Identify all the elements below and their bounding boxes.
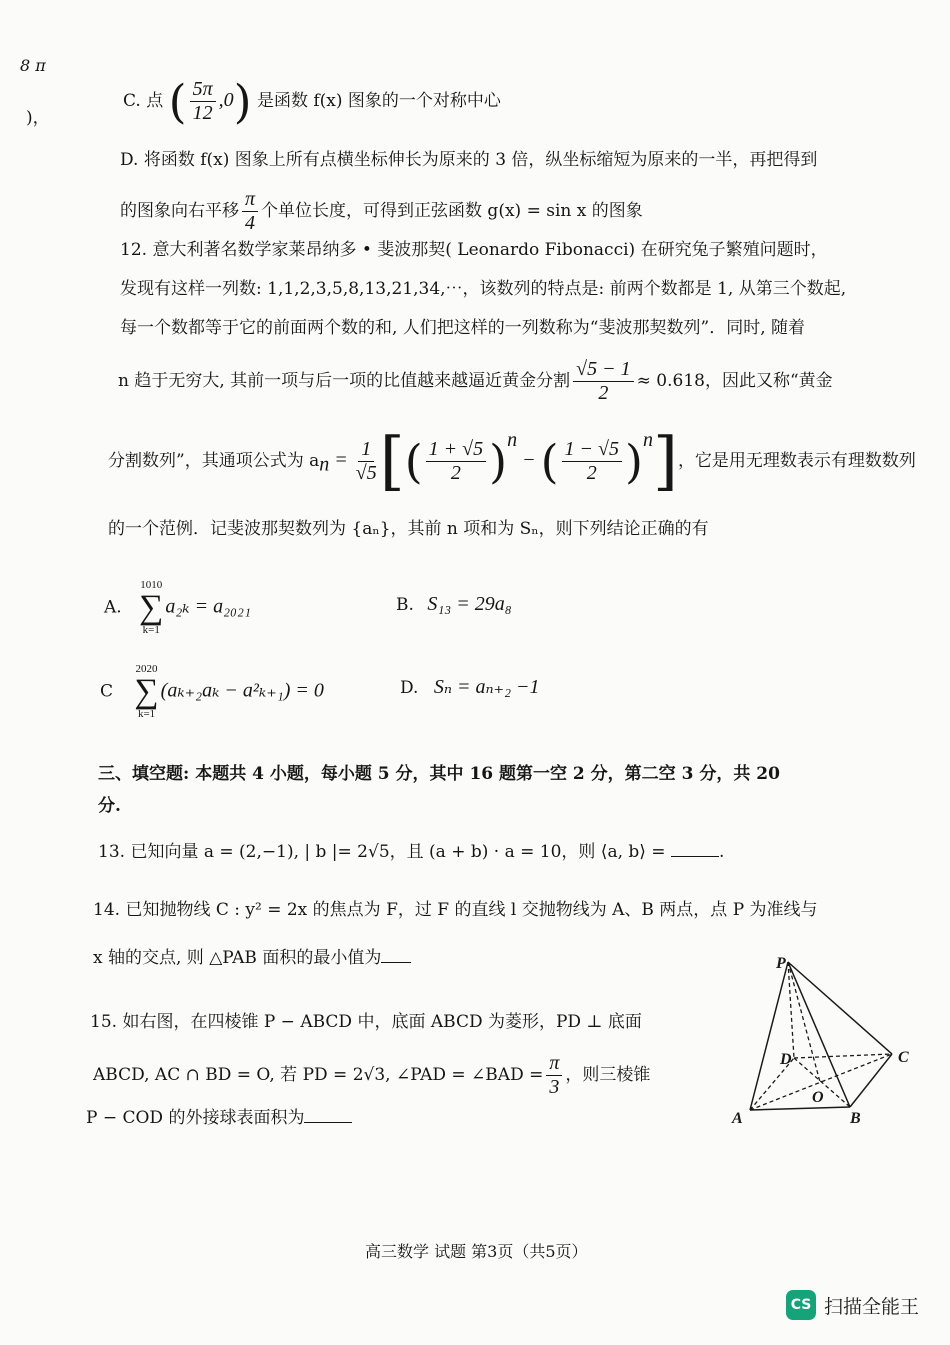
frac-den: 12 [192,102,213,124]
option-d-expr: Sₙ = aₙ₊₂ −1 [433,676,540,698]
q11-c-text-pre: 点 [146,91,164,111]
summation [139,580,163,636]
q11-option-d-line2 [120,188,643,235]
q14-line1: 14. 已知抛物线 C : y² = 2x 的焦点为 F，过 F 的直线 l 交抛物线为 A、B 两点，点 P 为准线与 [93,900,818,920]
q12-option-a [104,580,251,636]
q11-d-line2-post: 个单位长度，可得到正弦函数 g(x) = sin x 的图象 [261,201,643,221]
q11-d-line2-pre: 的图象向右平移 [120,201,239,221]
paren-close: ) [233,74,252,129]
frac-den: √5 [355,462,377,484]
paren-open: ( [404,434,423,489]
option-a-label: A. [104,597,122,618]
paren-open: ( [168,74,187,129]
frac-den: 2 [598,382,609,404]
label-A: A [732,1110,743,1127]
q11-option-d-line1 [120,150,817,170]
paren-close: ) [625,434,643,489]
q12-line4-post: ≈ 0.618，因此又称“黄金 [636,371,833,391]
bracket-open: [ [379,424,405,499]
q15-line3 [86,1108,352,1128]
q15-line1: 15. 如右图，在四棱锥 P − ABCD 中，底面 ABCD 为菱形，PD ⊥ 底面 [90,1012,642,1032]
edge-PC [788,962,892,1054]
q13-text: 13. 已知向量 a = (2,−1), | b |= 2√5，且 (a + b) · a = 10，则 ⟨a, b⟩ = [98,842,666,862]
q11-d-label: D. [120,150,139,170]
exp-n: n [507,429,518,451]
frac-den: 2 [586,462,597,484]
cs-logo-icon: CS [786,1290,816,1320]
sum-upper: 2020 [135,663,158,675]
q12-line1: 12. 意大利著名数学家莱昂纳多 • 斐波那契( Leonardo Fibonacci) 在研究兔子繁殖问题时， [120,240,828,260]
summation [134,664,158,720]
q12-line6: 的一个范例．记斐波那契数列为 {aₙ}，其前 n 项和为 Sₙ，则下列结论正确的有 [108,519,709,539]
frac-den: 3 [549,1076,560,1098]
q12-line2: 发现有这样一列数: 1,1,2,3,5,8,13,21,34,⋯，该数列的特点是: 前两个数都是 1, 从第三个数起, [120,279,847,299]
answer-blank [381,962,411,963]
frac-num: √5 − 1 [573,358,633,382]
sigma-symbol: ∑ [139,589,164,626]
sigma-symbol: ∑ [134,673,159,710]
minus-sign: − [517,449,541,471]
q14-line2 [93,948,411,968]
q15-fraction [546,1052,562,1099]
edge-PD [788,962,794,1058]
q13-tail: . [718,842,725,862]
sum-lower: k=1 [137,708,156,720]
golden-ratio-fraction [573,358,633,405]
edge-fragment-left: )， [26,108,50,128]
label-O: O [812,1089,824,1106]
pyramid-figure [720,950,920,1130]
frac-num: π [242,188,258,212]
q11-option-c [123,74,501,129]
q15-line3-text: P − COD 的外接球表面积为 [86,1108,305,1128]
label-D: D [780,1051,792,1068]
q12-line5-pre: 分割数列”，其通项公式为 a [108,451,320,471]
option-b-label: B. [396,595,414,615]
q11-c-text-post: 是函数 f(x) 图象的一个对称中心 [256,91,501,111]
option-d-label: D. [400,678,419,698]
option-b-expr: S₁₃ = 29a₈ [427,593,512,615]
frac-den: 2 [450,462,461,484]
edge-DC [794,1054,892,1058]
q14-line2-text: x 轴的交点, 则 △PAB 面积的最小值为 [93,948,382,968]
frac-num: 1 − √5 [562,438,622,462]
watermark-text: 扫描全能王 [824,1295,920,1318]
frac-num: 1 + √5 [426,438,486,462]
q11-c-point-tail: ,0 [218,89,234,111]
frac-den: 4 [245,212,256,234]
edge-PB [788,962,850,1107]
formula-coefficient [356,438,377,485]
scanner-watermark [786,1290,919,1320]
answer-blank [671,856,719,857]
q12-line5-eq: = [329,449,353,471]
sum-lower: k=1 [142,624,160,636]
q15-line2 [93,1052,650,1099]
segment-PO [788,962,820,1082]
label-C: C [898,1049,909,1066]
label-B: B [850,1110,861,1127]
paren-open: ( [540,434,559,489]
q12-option-c [100,664,324,720]
option-c-label: C [100,681,114,702]
edge-fragment-top: 8 π [20,56,46,75]
q11-c-label: C. [123,91,141,111]
q12-line5 [108,424,916,499]
frac-num: 5π [190,78,216,102]
bracket-close: ] [652,424,678,499]
q12-option-d [400,675,540,699]
label-P: P [776,955,786,972]
answer-blank [304,1122,352,1123]
exp-n: n [642,429,653,451]
option-c-expr: (aₖ₊₂aₖ − a²ₖ₊₁) = 0 [160,679,324,702]
q12-line4-pre: n 趋于无穷大, 其前一项与后一项的比值越来越逼近黄金分割 [118,371,571,391]
frac-num: 1 [358,438,374,462]
q12-line5-post: ，它是用无理数表示有理数数列 [677,451,916,471]
q11-d-fraction [242,188,258,235]
page-footer: 高三数学 试题 第3页（共5页） [365,1242,588,1261]
q12-line3: 每一个数都等于它的前面两个数的和, 人们把这样的一列数称为“斐波那契数列”．同时, 随着 [120,318,805,338]
q15-line2-pre: ABCD, AC ∩ BD = O, 若 PD = 2√3, ∠PAD = ∠BAD = [93,1065,544,1085]
option-a-expr: a₂ₖ = a₂₀₂₁ [165,595,251,618]
q11-c-fraction [190,78,216,125]
sum-upper: 1010 [140,579,163,591]
edge-BC [850,1054,892,1107]
q12-line4 [118,358,833,405]
paren-close: ) [489,434,508,489]
frac-num: π [546,1052,562,1076]
formula-term2 [562,438,622,485]
edge-AB [750,1107,850,1110]
section3-heading-line2: 分. [98,796,121,816]
q12-option-b [396,592,512,616]
q15-line2-post: ，则三棱锥 [565,1065,651,1085]
q13 [98,842,724,862]
sub-n: n [319,453,330,476]
section3-heading-line1: 三、填空题: 本题共 4 小题，每小题 5 分，其中 16 题第一空 2 分，第二空 3 分，共 20 [98,764,780,784]
q11-d-line1: 将函数 f(x) 图象上所有点横坐标伸长为原来的 3 倍，纵坐标缩短为原来的一半，再把得到 [143,150,818,170]
formula-term1 [426,438,486,485]
